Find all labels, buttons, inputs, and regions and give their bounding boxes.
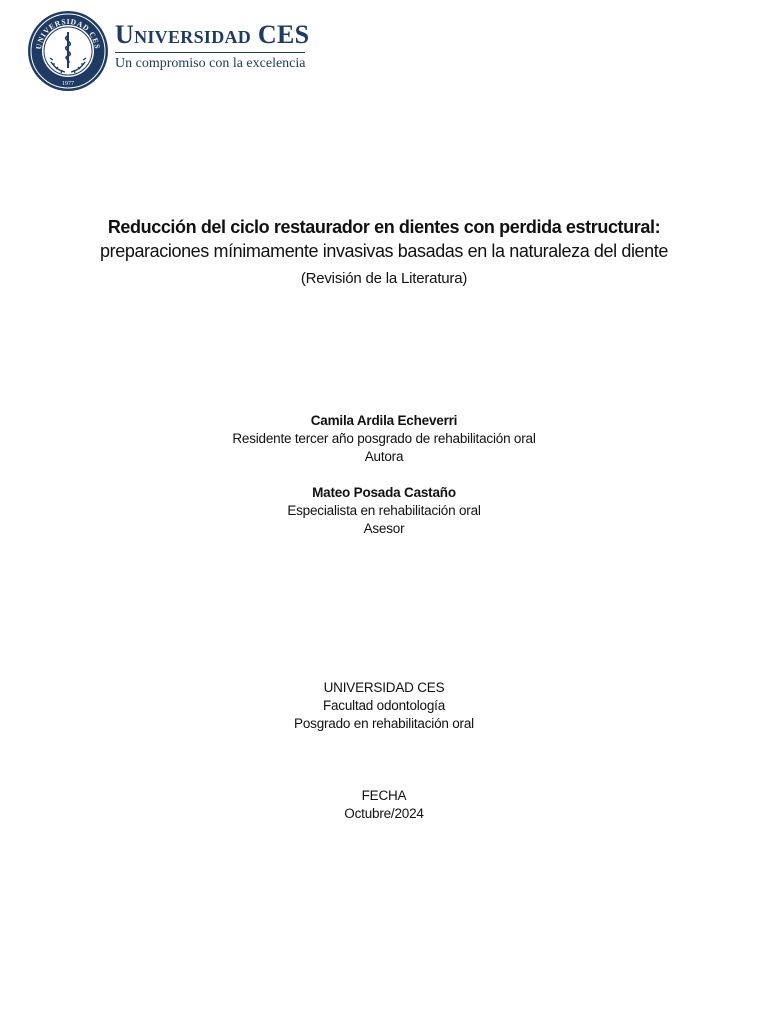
advisor-description: Especialista en rehabilitación oral: [287, 503, 481, 518]
advisor-block: [0, 484, 768, 538]
university-seal-icon: [27, 10, 109, 92]
author-role: Autora: [364, 449, 404, 464]
university-tagline: Un compromiso con la excelencia: [115, 56, 306, 71]
author-block: [0, 412, 768, 466]
university-name: Universidad CES: [115, 20, 310, 49]
date-block: [0, 787, 768, 823]
document-subtitle: preparaciones mínimamente invasivas basadas en la naturaleza del diente: [100, 241, 668, 261]
institution-university: UNIVERSIDAD CES: [323, 680, 445, 695]
advisor-role: Asesor: [363, 521, 405, 536]
date-label: FECHA: [361, 788, 407, 803]
advisor-name: Mateo Posada Castaño: [312, 485, 456, 500]
svg-text:UNIVERSIDAD CES: UNIVERSIDAD CES: [33, 16, 103, 50]
date-value: Octubre/2024: [344, 806, 424, 821]
document-type: (Revisión de la Literatura): [300, 270, 468, 287]
institution-program: Posgrado en rehabilitación oral: [294, 716, 474, 731]
wordmark-divider: [115, 52, 305, 53]
institution-faculty: Facultad odontología: [322, 698, 446, 713]
svg-text:1977: 1977: [62, 81, 74, 87]
author-description: Residente tercer año posgrado de rehabilitación oral: [232, 431, 536, 446]
institution-block: [0, 679, 768, 733]
document-title: Reducción del ciclo restaurador en dientes con perdida estructural:: [107, 217, 661, 237]
university-wordmark: [115, 20, 309, 72]
author-name: Camila Ardila Echeverri: [310, 413, 458, 428]
university-logo: [27, 10, 317, 94]
